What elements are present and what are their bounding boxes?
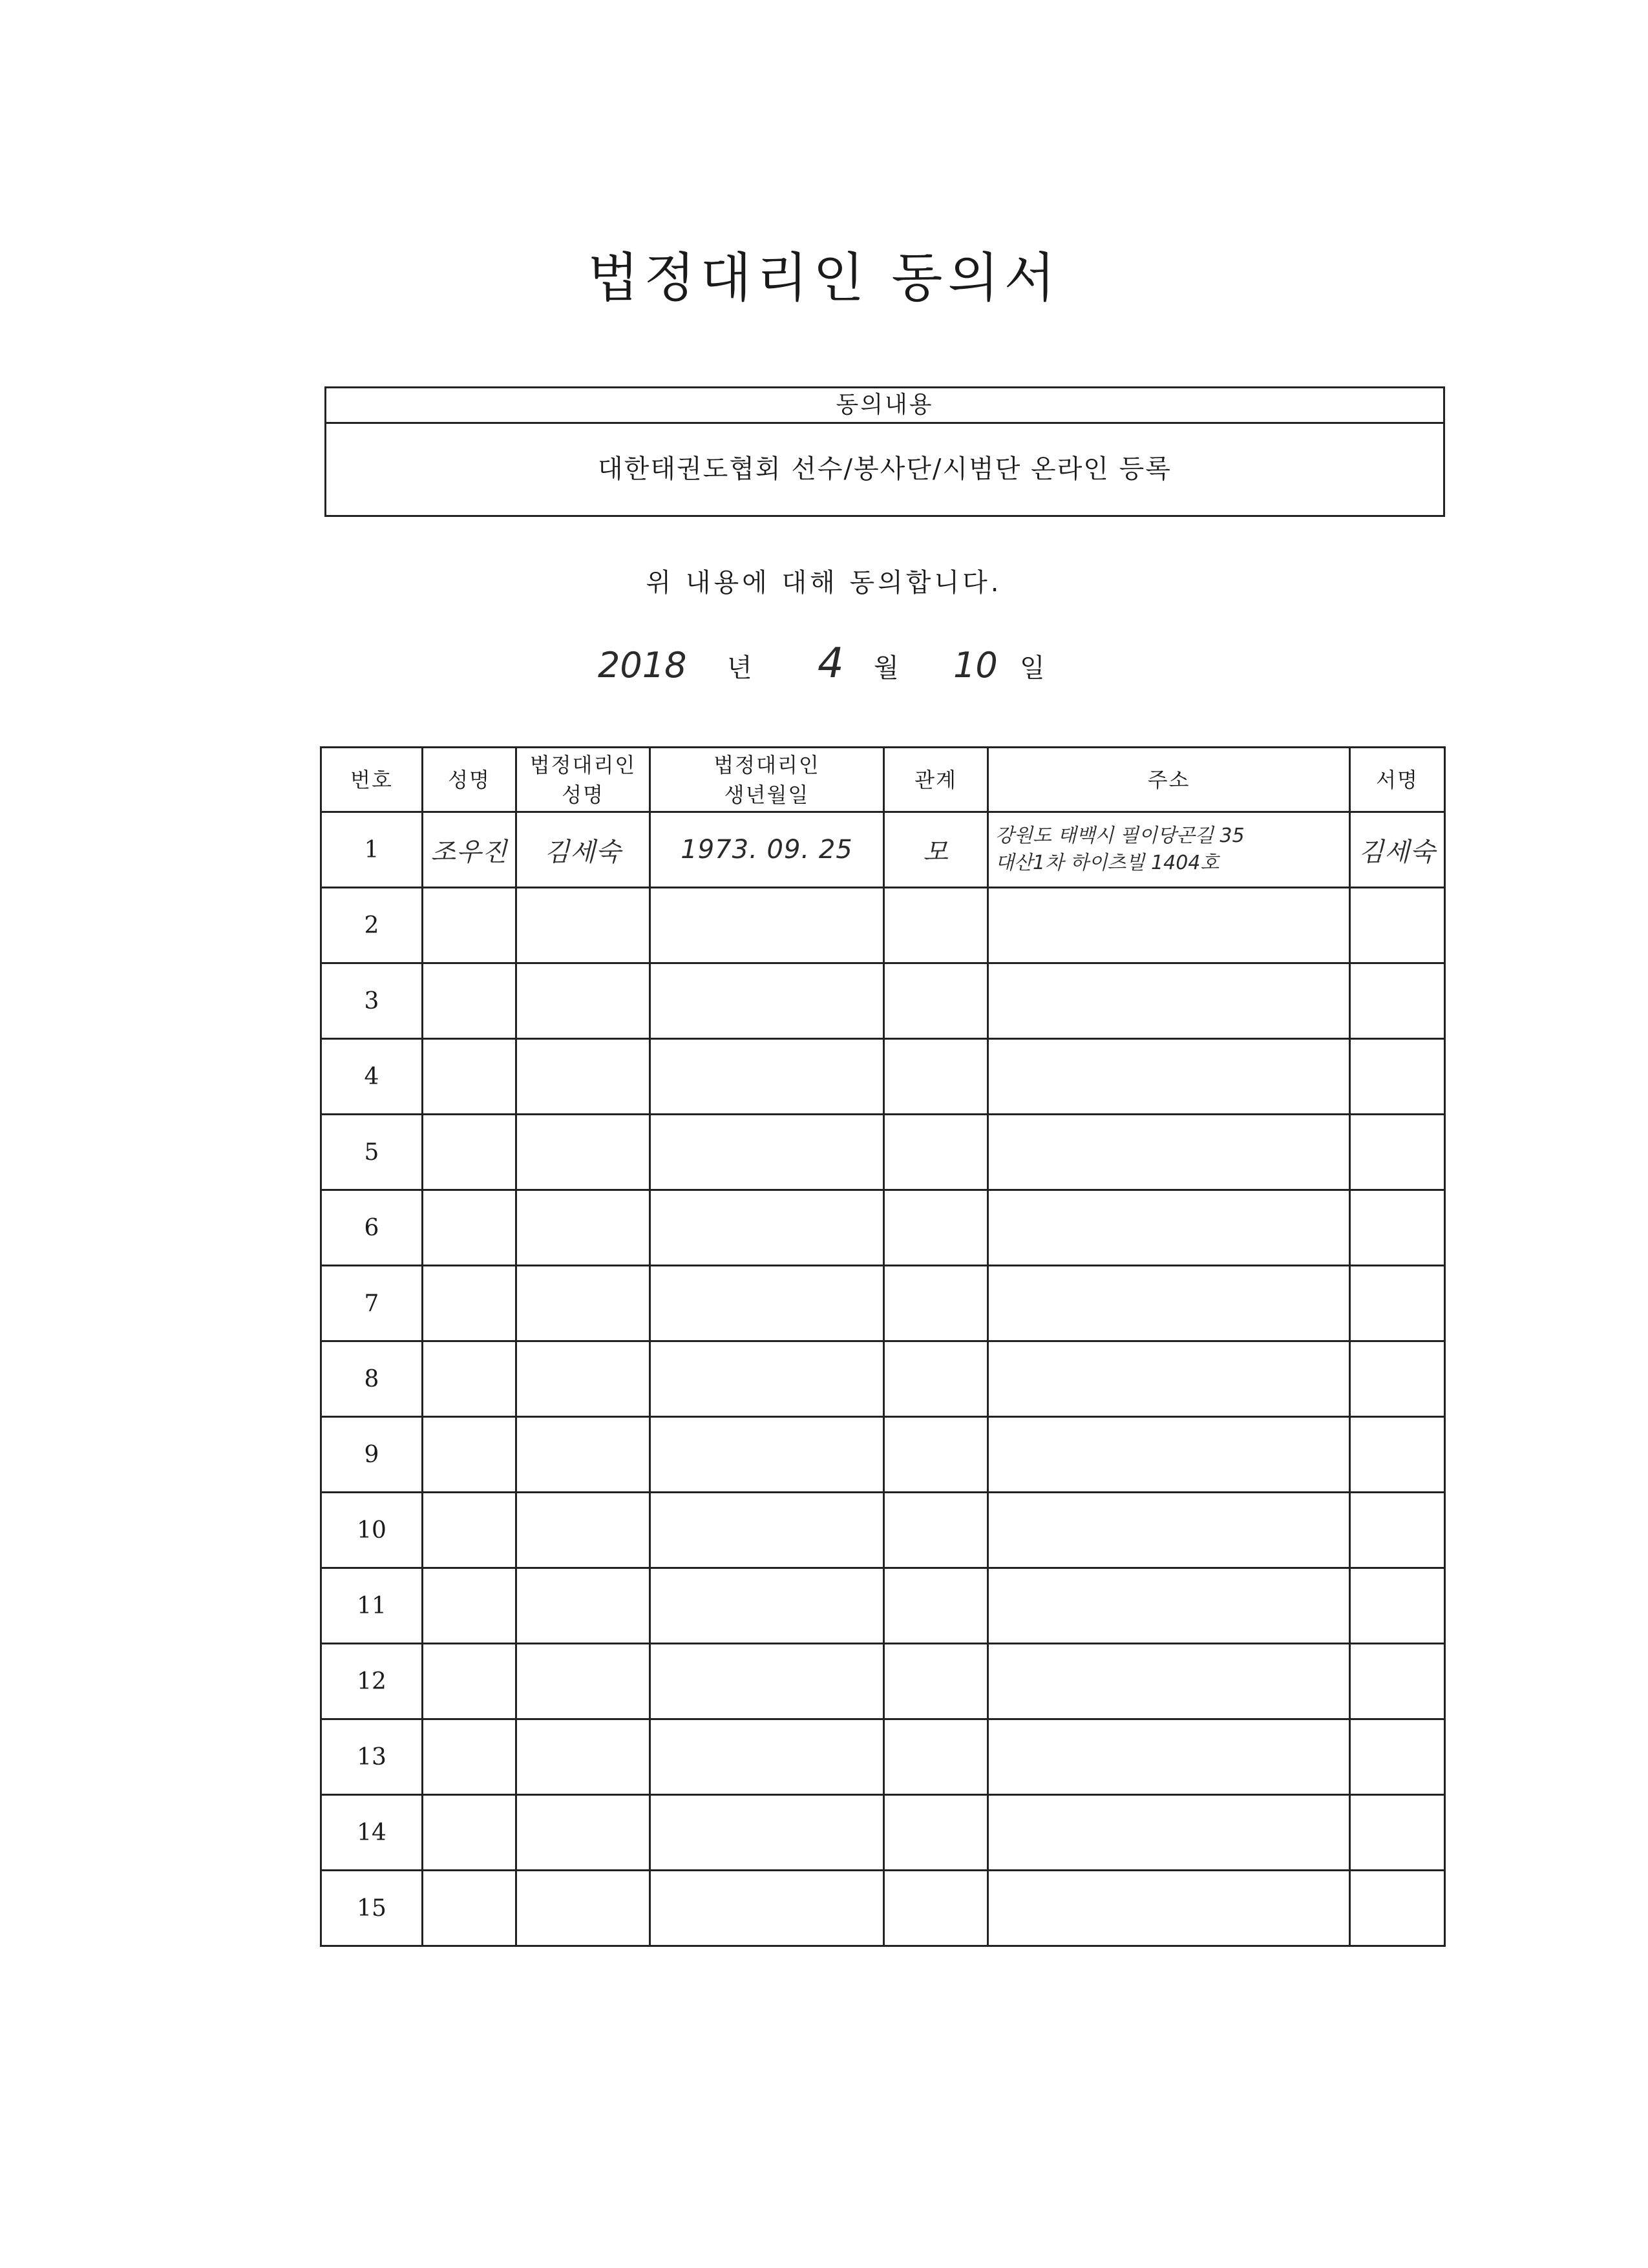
- row-guardian-birth: [650, 1871, 884, 1946]
- row-address-line2: 대산1차 하이츠빌 1404호: [995, 852, 1220, 874]
- row-name: [423, 963, 516, 1039]
- row-no: 14: [321, 1795, 423, 1871]
- row-signature: [1350, 1493, 1445, 1568]
- row-address: [988, 1115, 1350, 1190]
- row-guardian-birth: [650, 1568, 884, 1644]
- consent-box: [324, 386, 1445, 517]
- date-day-unit: 일: [1020, 653, 1045, 683]
- row-no: 6: [321, 1190, 423, 1266]
- table-row: [321, 1341, 1445, 1417]
- row-address: [988, 1039, 1350, 1115]
- row-no: 3: [321, 963, 423, 1039]
- row-signature: 김세숙: [1350, 812, 1445, 888]
- consent-header: 동의내용: [326, 388, 1443, 424]
- row-signature: [1350, 1039, 1445, 1115]
- row-signature: [1350, 1417, 1445, 1493]
- row-name: [423, 1266, 516, 1341]
- row-guardian-name: [516, 1795, 650, 1871]
- row-relation: [884, 1568, 988, 1644]
- header-no: 번호: [321, 748, 423, 812]
- row-guardian-birth: [650, 1266, 884, 1341]
- row-no: 7: [321, 1266, 423, 1341]
- row-guardian-birth: [650, 1039, 884, 1115]
- row-guardian-name: [516, 1493, 650, 1568]
- row-name: [423, 1341, 516, 1417]
- row-guardian-name: [516, 1871, 650, 1946]
- row-address: [988, 1719, 1350, 1795]
- row-relation: [884, 1719, 988, 1795]
- table-row: [321, 1795, 1445, 1871]
- row-no: 10: [321, 1493, 423, 1568]
- table-row: [321, 1871, 1445, 1946]
- date-row: [0, 640, 1648, 698]
- row-relation: [884, 1417, 988, 1493]
- row-no: 8: [321, 1341, 423, 1417]
- row-signature: [1350, 1341, 1445, 1417]
- row-name: [423, 1795, 516, 1871]
- row-name: [423, 1644, 516, 1719]
- row-address: [988, 1871, 1350, 1946]
- row-guardian-name: [516, 1341, 650, 1417]
- row-signature: [1350, 888, 1445, 963]
- table-row: [321, 888, 1445, 963]
- row-no: 5: [321, 1115, 423, 1190]
- row-signature: [1350, 1568, 1445, 1644]
- header-guardian-birth-line2: 생년월일: [724, 782, 810, 807]
- row-guardian-birth: [650, 1493, 884, 1568]
- guardian-table: [320, 746, 1446, 1947]
- row-no: 11: [321, 1568, 423, 1644]
- date-year: 2018: [598, 645, 687, 686]
- row-signature: [1350, 1115, 1445, 1190]
- table-row: [321, 1039, 1445, 1115]
- row-address: [988, 963, 1350, 1039]
- row-address: [988, 1190, 1350, 1266]
- row-name: [423, 1568, 516, 1644]
- row-relation: 모: [884, 812, 988, 888]
- row-relation: [884, 1341, 988, 1417]
- row-address: [988, 1417, 1350, 1493]
- row-signature: [1350, 1190, 1445, 1266]
- table-row: [321, 1266, 1445, 1341]
- table-row: [321, 1417, 1445, 1493]
- row-guardian-name: [516, 1644, 650, 1719]
- row-guardian-birth: [650, 1341, 884, 1417]
- row-no: 13: [321, 1719, 423, 1795]
- row-address: [988, 1795, 1350, 1871]
- row-guardian-name: [516, 1568, 650, 1644]
- table-row: [321, 963, 1445, 1039]
- row-relation: [884, 1871, 988, 1946]
- row-relation: [884, 1493, 988, 1568]
- header-address: 주소: [988, 748, 1350, 812]
- table-row: [321, 1568, 1445, 1644]
- row-guardian-name: 김세숙: [516, 812, 650, 888]
- row-guardian-name: [516, 1266, 650, 1341]
- header-guardian-birth: [650, 748, 884, 812]
- row-guardian-birth: [650, 1417, 884, 1493]
- date-day: 10: [953, 645, 998, 686]
- row-guardian-birth: 1973. 09. 25: [650, 812, 884, 888]
- header-guardian-name: [516, 748, 650, 812]
- table-row: [321, 1644, 1445, 1719]
- header-signature: 서명: [1350, 748, 1445, 812]
- row-relation: [884, 888, 988, 963]
- date-month: 4: [818, 640, 844, 688]
- row-name: [423, 1493, 516, 1568]
- row-no: 12: [321, 1644, 423, 1719]
- row-relation: [884, 963, 988, 1039]
- header-relation: 관계: [884, 748, 988, 812]
- row-no: 9: [321, 1417, 423, 1493]
- row-relation: [884, 1115, 988, 1190]
- date-month-unit: 월: [874, 653, 899, 683]
- row-relation: [884, 1039, 988, 1115]
- row-guardian-birth: [650, 1644, 884, 1719]
- table-header-row: [321, 748, 1445, 812]
- row-guardian-birth: [650, 963, 884, 1039]
- row-signature: [1350, 1719, 1445, 1795]
- header-guardian-name-line1: 법정대리인: [529, 752, 637, 777]
- row-guardian-birth: [650, 1190, 884, 1266]
- row-guardian-birth: [650, 1115, 884, 1190]
- row-signature: [1350, 1266, 1445, 1341]
- row-guardian-name: [516, 1039, 650, 1115]
- header-name: 성명: [423, 748, 516, 812]
- row-name: [423, 888, 516, 963]
- table-row: [321, 1493, 1445, 1568]
- table-row: [321, 1190, 1445, 1266]
- row-address: [988, 1341, 1350, 1417]
- header-guardian-birth-line1: 법정대리인: [713, 752, 820, 777]
- row-guardian-name: [516, 1190, 650, 1266]
- row-address: [988, 888, 1350, 963]
- row-no: 2: [321, 888, 423, 963]
- row-name: [423, 1871, 516, 1946]
- row-no: 1: [321, 812, 423, 888]
- table-row: [321, 1115, 1445, 1190]
- row-address: [988, 812, 1350, 888]
- row-address: [988, 1266, 1350, 1341]
- row-guardian-name: [516, 1417, 650, 1493]
- row-address: [988, 1568, 1350, 1644]
- table-row: [321, 812, 1445, 888]
- row-signature: [1350, 1644, 1445, 1719]
- row-address: [988, 1493, 1350, 1568]
- table-row: [321, 1719, 1445, 1795]
- row-guardian-birth: [650, 888, 884, 963]
- row-guardian-name: [516, 963, 650, 1039]
- row-guardian-birth: [650, 1795, 884, 1871]
- row-name: [423, 1190, 516, 1266]
- row-address-line1: 강원도 태백시 필이당곤길 35: [995, 824, 1245, 847]
- row-address: [988, 1644, 1350, 1719]
- date-year-unit: 년: [727, 653, 752, 683]
- row-guardian-name: [516, 888, 650, 963]
- row-guardian-name: [516, 1115, 650, 1190]
- row-signature: [1350, 963, 1445, 1039]
- row-no: 4: [321, 1039, 423, 1115]
- header-guardian-name-line2: 성명: [562, 782, 604, 807]
- row-name: [423, 1719, 516, 1795]
- consent-content: 대한태권도협회 선수/봉사단/시범단 온라인 등록: [598, 454, 1172, 484]
- row-name: [423, 1115, 516, 1190]
- row-name: [423, 1039, 516, 1115]
- row-signature: [1350, 1871, 1445, 1946]
- row-name: 조우진: [423, 812, 516, 888]
- row-no: 15: [321, 1871, 423, 1946]
- row-relation: [884, 1795, 988, 1871]
- agreement-statement: 위 내용에 대해 동의합니다.: [646, 568, 1002, 598]
- row-name: [423, 1417, 516, 1493]
- row-relation: [884, 1644, 988, 1719]
- row-relation: [884, 1266, 988, 1341]
- row-guardian-birth: [650, 1719, 884, 1795]
- row-guardian-name: [516, 1719, 650, 1795]
- row-signature: [1350, 1795, 1445, 1871]
- row-relation: [884, 1190, 988, 1266]
- document-title: 법정대리인 동의서: [587, 247, 1061, 309]
